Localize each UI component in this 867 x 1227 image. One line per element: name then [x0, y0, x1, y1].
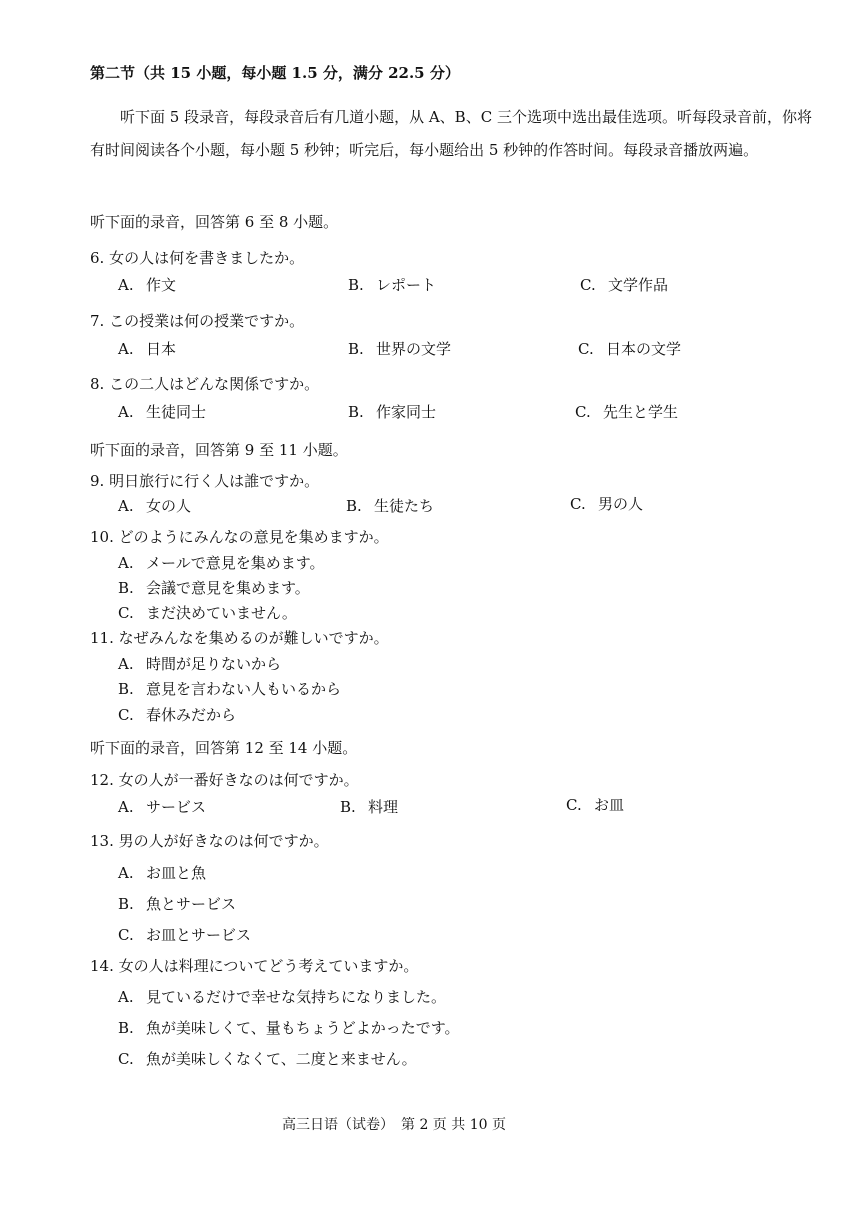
option-label: C.: [575, 403, 591, 421]
option-text: 魚が美味しくなくて、二度と来ません。: [146, 1050, 417, 1068]
option-text: 料理: [368, 798, 399, 816]
option-text: まだ決めていません。: [146, 604, 297, 622]
option-8b: [348, 402, 436, 422]
option-label: B.: [348, 403, 364, 421]
option-text: サービス: [146, 798, 207, 816]
question-number: 13.: [90, 832, 114, 850]
question-text: 女の人は料理についてどう考えていますか。: [118, 957, 419, 975]
option-label: B.: [348, 340, 364, 358]
question-number: 8.: [90, 375, 105, 393]
option-label: A.: [118, 988, 134, 1006]
question-10: [90, 527, 389, 547]
option-7b: [348, 339, 451, 359]
question-number: 10.: [90, 528, 114, 546]
option-label: C.: [118, 1050, 134, 1068]
option-label: B.: [118, 579, 134, 597]
question-13: [90, 831, 329, 851]
option-12b: [340, 797, 398, 817]
page-footer: 高三日语（试卷） 第 2 页 共 10 页: [282, 1117, 506, 1133]
option-text: 文学作品: [608, 276, 669, 294]
question-number: 11.: [90, 629, 114, 647]
option-label: B.: [346, 497, 362, 515]
option-label: C.: [118, 706, 134, 724]
question-number: 7.: [90, 312, 105, 330]
question-11: [90, 628, 389, 648]
option-label: C.: [118, 604, 134, 622]
option-text: メールで意見を集めます。: [146, 554, 325, 572]
option-text: 日本の文学: [606, 340, 682, 358]
option-text: 作家同士: [376, 403, 437, 421]
option-label: B.: [348, 276, 364, 294]
option-9c: [570, 494, 643, 514]
question-7: [90, 311, 304, 331]
option-label: A.: [118, 554, 134, 572]
option-label: A.: [118, 276, 134, 294]
option-text: 作文: [146, 276, 177, 294]
option-label: C.: [118, 926, 134, 944]
option-label: A.: [118, 497, 134, 515]
option-8c: [575, 402, 678, 422]
option-label: B.: [118, 1019, 134, 1037]
option-11b: [118, 679, 341, 699]
question-text: どのようにみんなの意見を集めますか。: [118, 528, 389, 546]
option-6c: [580, 275, 668, 295]
option-7c: [578, 339, 681, 359]
question-text: なぜみんなを集めるのが難しいですか。: [118, 629, 389, 647]
question-number: 12.: [90, 771, 114, 789]
option-text: 世界の文学: [376, 340, 452, 358]
option-text: 日本: [146, 340, 177, 358]
question-text: この授業は何の授業ですか。: [109, 312, 305, 330]
option-9b: [346, 496, 434, 516]
option-9a: [118, 496, 191, 516]
option-text: 男の人: [598, 495, 644, 513]
question-8: [90, 374, 319, 394]
question-text: 女の人は何を書きましたか。: [109, 249, 305, 267]
option-label: A.: [118, 864, 134, 882]
group-heading: 听下面的录音，回答第 9 至 11 小题。: [90, 441, 348, 459]
question-6: [90, 248, 304, 268]
question-number: 9.: [90, 472, 105, 490]
question-14: [90, 956, 418, 976]
option-text: 魚とサービス: [146, 895, 237, 913]
option-label: A.: [118, 403, 134, 421]
question-number: 6.: [90, 249, 105, 267]
option-13a: [118, 863, 206, 883]
group-heading: 听下面的录音，回答第 6 至 8 小题。: [90, 213, 339, 231]
option-label: A.: [118, 655, 134, 673]
question-text: 明日旅行に行く人は誰ですか。: [109, 472, 320, 490]
question-text: 女の人が一番好きなのは何ですか。: [118, 771, 359, 789]
option-10b: [118, 578, 310, 598]
question-text: 男の人が好きなのは何ですか。: [118, 832, 329, 850]
option-text: 見ているだけで幸せな気持ちになりました。: [146, 988, 447, 1006]
option-text: 会議で意見を集めます。: [146, 579, 310, 597]
option-12c: [566, 795, 624, 815]
option-8a: [118, 402, 206, 422]
option-14c: [118, 1049, 417, 1069]
section-title: 第二节（共 15 小题，每小题 1.5 分，满分 22.5 分）: [90, 64, 460, 82]
option-13c: [118, 925, 251, 945]
option-13b: [118, 894, 236, 914]
option-6a: [118, 275, 176, 295]
option-text: レポート: [376, 276, 437, 294]
option-6b: [348, 275, 436, 295]
question-number: 14.: [90, 957, 114, 975]
group-heading: 听下面的录音，回答第 12 至 14 小题。: [90, 739, 358, 757]
question-9: [90, 471, 319, 491]
option-7a: [118, 339, 176, 359]
section-instructions: [90, 101, 812, 167]
option-text: お皿: [594, 796, 625, 814]
option-10a: [118, 553, 325, 573]
option-text: 春休みだから: [146, 706, 237, 724]
option-text: 生徒同士: [146, 403, 207, 421]
option-text: 生徒たち: [374, 497, 435, 515]
option-14b: [118, 1018, 460, 1038]
option-label: C.: [580, 276, 596, 294]
option-label: B.: [340, 798, 356, 816]
option-label: C.: [566, 796, 582, 814]
option-label: B.: [118, 895, 134, 913]
option-text: お皿とサービス: [146, 926, 252, 944]
option-text: 女の人: [146, 497, 192, 515]
option-text: お皿と魚: [146, 864, 207, 882]
question-text: この二人はどんな関係ですか。: [109, 375, 320, 393]
option-label: A.: [118, 798, 134, 816]
option-text: 魚が美味しくて、量もちょうどよかったです。: [146, 1019, 460, 1037]
instructions-text: 听下面 5 段录音，每段录音后有几道小题，从 A、B、C 三个选项中选出最佳选项。听每段录音前，你将有时间阅读各个小题，每小题 5 秒钟；听完后，每小题给出 5 秒钟的作答时间。每段录音播放两遍。: [90, 108, 812, 159]
option-text: 意見を言わない人もいるから: [146, 680, 342, 698]
option-12a: [118, 797, 206, 817]
question-12: [90, 770, 359, 790]
option-label: A.: [118, 340, 134, 358]
option-14a: [118, 987, 446, 1007]
option-label: C.: [570, 495, 586, 513]
option-11a: [118, 654, 281, 674]
option-label: B.: [118, 680, 134, 698]
option-text: 時間が足りないから: [146, 655, 282, 673]
option-label: C.: [578, 340, 594, 358]
option-10c: [118, 603, 297, 623]
option-text: 先生と学生: [603, 403, 679, 421]
option-11c: [118, 705, 236, 725]
